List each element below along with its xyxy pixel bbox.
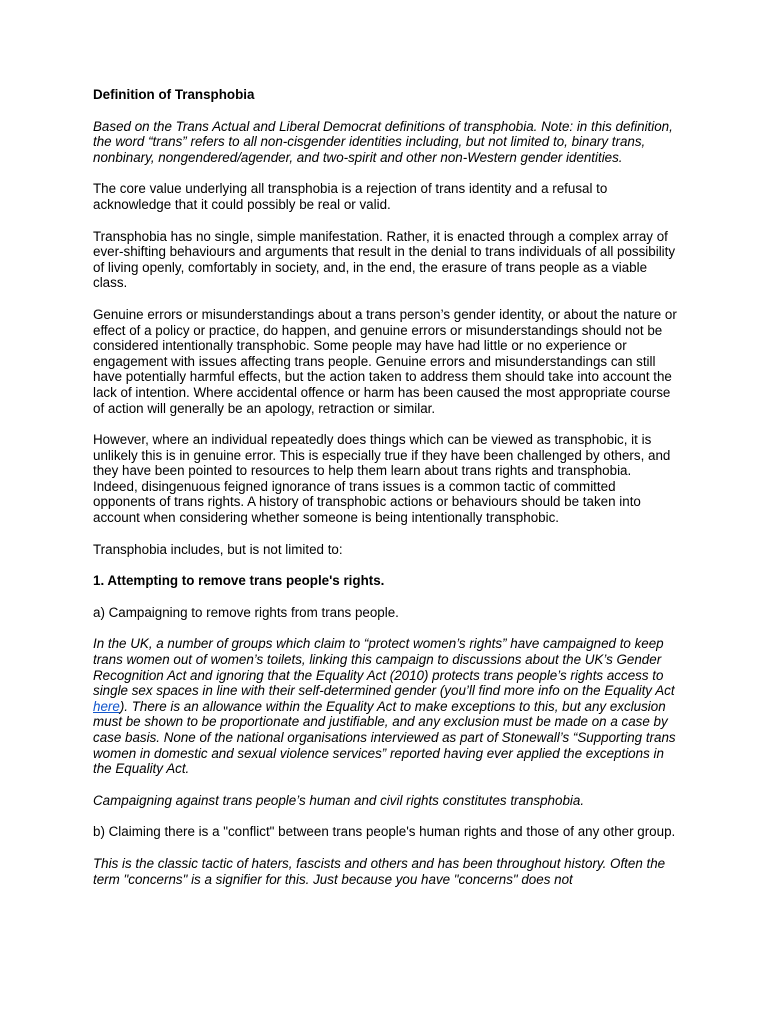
genuine-errors-paragraph: Genuine errors or misunderstandings about a trans person’s gender identity, or about the nature or effect of a policy or practice, do happen, and genuine errors or misunderstandings should not be considered intentionally transphobic. Some people may have had little or no experience or engagement with issues affecting trans people. Genuine errors and misunderstandings can still have potentially harmful effects, but the action taken to address them should take into account the lack of intention. Where accidental offence or harm has been caused the most appropriate course of action will generally be an apology, retraction or similar.	[93, 306, 677, 416]
manifestation-paragraph: Transphobia has no single, simple manifestation. Rather, it is enacted through a complex array of ever-shifting behaviours and arguments that result in the denial to trans individuals of all possibility of living openly, comfortably in society, and, in the end, the erasure of trans people as a viable class.	[93, 228, 676, 291]
classic-tactic-paragraph: This is the classic tactic of haters, fascists and others and has been throughout history. Often the term "concerns" is a signifier for this. Just because you have "concerns" does not	[93, 855, 666, 887]
intro-note: Based on the Trans Actual and Liberal Democrat definitions of transphobia. Note: in this definition, the word “trans” refers to all non-cisgender identities including, but not limited to, binary trans, nonbinary, nongendered/agender, and two-spirit and other non-Western gender identities.	[93, 118, 673, 165]
includes-paragraph: Transphobia includes, but is not limited to:	[93, 541, 343, 557]
uk-paragraph	[93, 636, 678, 776]
equality-act-link[interactable]: here	[93, 698, 120, 714]
campaigning-paragraph: Campaigning against trans people’s human and civil rights constitutes transphobia.	[93, 792, 585, 808]
uk-paragraph-text-before: In the UK, a number of groups which claim to “protect women’s rights” have campaigned to keep trans women out of women’s toilets, linking this campaign to discussions about the UK’s Gender Recognition Act and ignoring that the Equality Act (2010) protects trans people’s rights access to single sex spaces in line with their self-determined gender (you’ll find more info on the Equality Act	[93, 636, 675, 699]
however-paragraph: However, where an individual repeatedly does things which can be viewed as transphobic, it is unlikely this is in genuine error. This is especially true if they have been challenged by others, and they have been pointed to resources to help them learn about trans rights and transphobia. Indeed, disingenuous feigned ignorance of trans issues is a common tactic of committed opponents of trans rights. A history of transphobic actions or behaviours should be taken into account when considering whether someone is being intentionally transphobic.	[93, 432, 671, 526]
item-b: b) Claiming there is a "conflict" between trans people's human rights and those of any other group.	[93, 824, 676, 840]
core-value-paragraph: The core value underlying all transphobia is a rejection of trans identity and a refusal to acknowledge that it could possibly be real or valid.	[93, 181, 608, 212]
section-1-heading: 1. Attempting to remove trans people's rights.	[93, 573, 385, 589]
item-a: a) Campaigning to remove rights from trans people.	[93, 604, 399, 620]
uk-paragraph-text-after: ). There is an allowance within the Equality Act to make exceptions to this, but any exclusion must be shown to be proportionate and justifiable, and any exclusion must be made on a case by case basis. None of the national organisations interviewed as part of Stonewall’s “Supporting trans women in domestic and sexual violence services” reported having ever applied the exceptions in the Equality Act.	[93, 698, 676, 777]
document-title: Definition of Transphobia	[93, 87, 255, 102]
